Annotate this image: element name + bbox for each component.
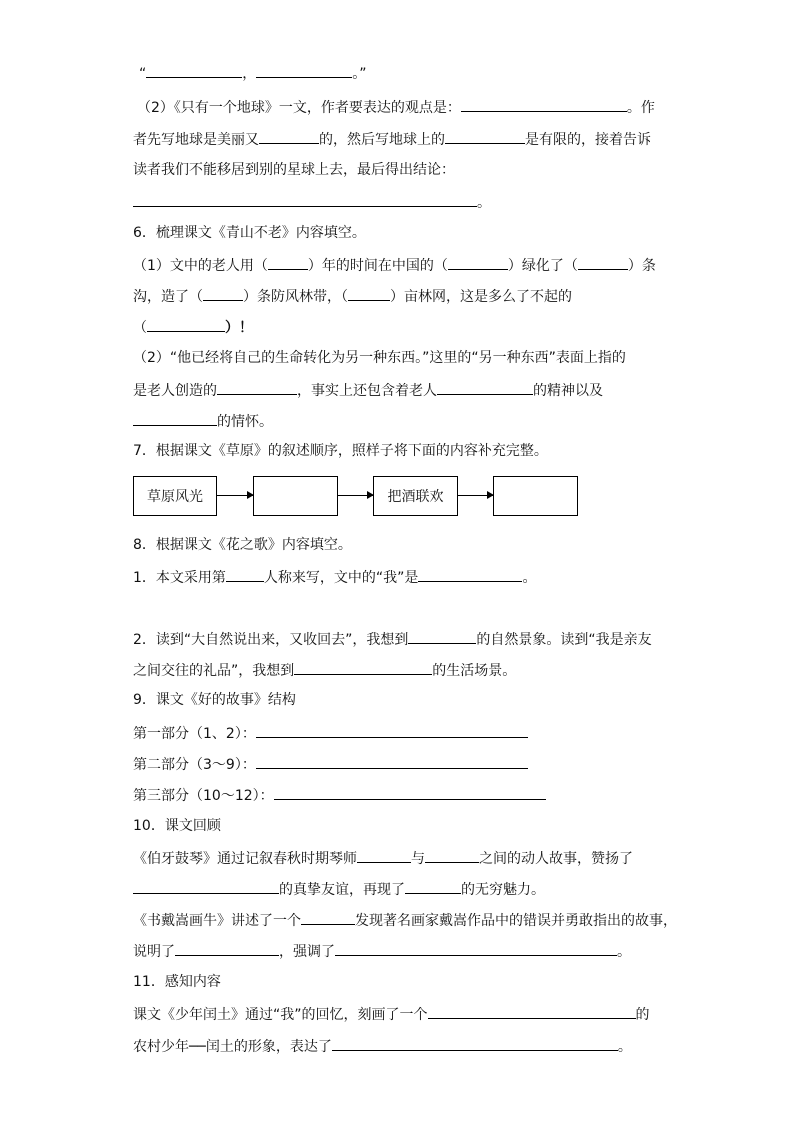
q11-line1 — [133, 1003, 650, 1023]
answer-blank[interactable] — [425, 847, 479, 863]
flow-box-1: 草原风光 — [133, 476, 217, 516]
answer-blank[interactable] — [448, 254, 508, 270]
q10-text: 《伯牙鼓琴》通过记叙春秋时期琴师 — [133, 851, 357, 867]
q6-text: 是老人创造的 — [133, 383, 217, 399]
q6-text: 沟，造了（ — [133, 289, 203, 305]
answer-blank[interactable] — [226, 566, 264, 582]
arrow-right-icon — [217, 495, 253, 496]
q10-text: 。 — [617, 944, 631, 960]
q6-text: ）年的时间在中国的（ — [307, 258, 448, 274]
answer-blank[interactable] — [405, 878, 461, 894]
q6-text: 的精神以及 — [533, 383, 603, 399]
q6-part1-line3 — [133, 316, 253, 336]
q5-text: 读者我们不能移居到别的星球上去，最后得出结论： — [133, 162, 455, 178]
quote-close: 。” — [352, 66, 367, 82]
q6-part1-line2 — [133, 285, 572, 305]
q11-heading: 11．感知内容 — [133, 974, 221, 990]
q7-heading: 7．根据课文《草原》的叙述顺序，照样子将下面的内容补充完整。 — [133, 443, 548, 459]
q10-text: 与 — [411, 851, 425, 867]
q11-line2 — [133, 1035, 632, 1055]
q8-text: 的自然景象。读到“我是亲友 — [476, 632, 652, 648]
q6-heading: 6．梳理课文《青山不老》内容填空。 — [133, 225, 366, 241]
q10-a-line1 — [133, 847, 633, 867]
q6-text: ）条防风林带，（ — [243, 289, 348, 305]
q6-part2-line2 — [133, 379, 603, 399]
answer-blank[interactable] — [294, 659, 432, 675]
answer-blank[interactable] — [445, 128, 525, 144]
q6-part1-line1 — [133, 254, 656, 274]
answer-blank[interactable] — [357, 847, 411, 863]
flow-box-3: 把酒联欢 — [373, 476, 458, 516]
answer-blank[interactable] — [256, 62, 352, 78]
q9-label: 第三部分（10～12）： — [133, 788, 274, 804]
q8-text: 的生活场景。 — [432, 663, 517, 679]
flow-box-4[interactable] — [493, 476, 578, 516]
answer-blank[interactable] — [274, 784, 546, 800]
q8-text: 。 — [522, 570, 537, 586]
q5-part2-line1 — [137, 96, 655, 116]
answer-blank[interactable] — [428, 1003, 636, 1019]
answer-blank[interactable] — [133, 410, 217, 426]
answer-blank[interactable] — [256, 722, 528, 738]
q11-text: 。 — [617, 1039, 632, 1055]
answer-blank[interactable] — [348, 285, 390, 301]
answer-blank[interactable] — [147, 316, 225, 332]
answer-blank[interactable] — [217, 379, 297, 395]
answer-blank[interactable] — [418, 566, 522, 582]
q8-sub2-line2 — [133, 659, 516, 679]
q6-text: （ — [133, 320, 147, 336]
answer-blank[interactable] — [335, 940, 617, 956]
q8-text: 之间交往的礼品”，我想到 — [133, 663, 295, 679]
q10-text: 的无穷魅力。 — [461, 882, 545, 898]
q6-part2-line1 — [133, 348, 626, 368]
q10-a-line2 — [133, 878, 545, 898]
q6-text: ）绿化了（ — [507, 258, 578, 274]
answer-blank[interactable] — [133, 191, 477, 207]
q8-heading: 8．根据课文《花之歌》内容填空。 — [133, 537, 352, 553]
answer-blank[interactable] — [332, 1035, 618, 1051]
quote-open: “ — [139, 66, 147, 82]
q10-text: 之间的动人故事，赞扬了 — [479, 851, 633, 867]
answer-blank[interactable] — [146, 62, 242, 78]
q6-text: 的情怀。 — [217, 414, 273, 430]
q10-text: ，强调了 — [279, 944, 335, 960]
q9-part1 — [133, 722, 528, 742]
q5-text: 是有限的，接着告诉 — [525, 132, 651, 148]
answer-blank[interactable] — [578, 254, 628, 270]
q5-part2-line3 — [133, 160, 455, 180]
q10-text: 说明了 — [133, 944, 175, 960]
comma: ， — [242, 66, 257, 82]
q8-sub1 — [133, 566, 536, 586]
answer-blank[interactable] — [256, 753, 528, 769]
q10-text: 发现著名画家戴嵩作品中的错误并勇敢指出的故事， — [355, 913, 677, 929]
q9-label: 第二部分（3～9）： — [133, 757, 256, 773]
answer-blank[interactable] — [268, 254, 308, 270]
q6-text: （2）“他已经将自己的生命转化为另一种东西。”这里的“另一种东西”表面上指的 — [133, 350, 626, 366]
q6-text: ）条 — [627, 258, 656, 274]
q5-text: 。 — [477, 195, 491, 211]
arrow-right-icon — [338, 495, 373, 496]
q8-text: 2．读到“大自然说出来，又收回去”，我想到 — [133, 632, 409, 648]
q8-text: 1．本文采用第 — [133, 570, 226, 586]
answer-blank[interactable] — [259, 128, 319, 144]
answer-blank[interactable] — [203, 285, 243, 301]
q10-b-line1 — [133, 909, 677, 929]
answer-blank[interactable] — [461, 96, 627, 112]
q8-text: 人称来写，文中的“我”是 — [263, 570, 419, 586]
q10-text: 的真挚友谊，再现了 — [279, 882, 405, 898]
q10-heading: 10．课文回顾 — [133, 818, 221, 834]
answer-blank[interactable] — [437, 379, 533, 395]
q6-part2-line3 — [133, 410, 273, 430]
answer-blank[interactable] — [301, 909, 355, 925]
q5-text: 者先写地球是美丽又 — [133, 132, 259, 148]
q9-part3 — [133, 784, 546, 804]
q6-text: ）亩林网，这是多么了不起的 — [390, 289, 572, 305]
answer-blank[interactable] — [175, 940, 279, 956]
q6-text: ，事实上还包含着老人 — [297, 383, 437, 399]
q5-part2-line2 — [133, 128, 651, 148]
q9-heading: 9．课文《好的故事》结构 — [133, 692, 296, 708]
q11-text: 农村少年──闰土的形象，表达了 — [133, 1039, 332, 1055]
q6-text: ）！ — [225, 320, 253, 336]
q9-label: 第一部分（1、2）： — [133, 726, 256, 742]
q10-b-line2 — [133, 940, 631, 960]
q8-sub2-line1 — [133, 628, 652, 648]
q11-text: 的 — [635, 1007, 650, 1023]
answer-blank[interactable] — [408, 628, 476, 644]
q5-text: 的，然后写地球上的 — [319, 132, 445, 148]
q11-text: 课文《少年闰土》通过“我”的回忆，刻画了一个 — [133, 1007, 428, 1023]
q6-text: （1）文中的老人用（ — [133, 258, 268, 274]
q9-part2 — [133, 753, 528, 773]
q5-part2-text: （2）《只有一个地球》一文，作者要表达的观点是： — [137, 100, 461, 116]
q10-text: 《书戴嵩画牛》讲述了一个 — [133, 913, 301, 929]
q5-part2-line4 — [133, 191, 491, 211]
flow-box-2[interactable] — [253, 476, 338, 516]
q5-part2-text: 。作 — [626, 100, 655, 116]
arrow-right-icon — [458, 495, 493, 496]
q5-quote-line — [139, 62, 367, 82]
answer-blank[interactable] — [133, 878, 279, 894]
